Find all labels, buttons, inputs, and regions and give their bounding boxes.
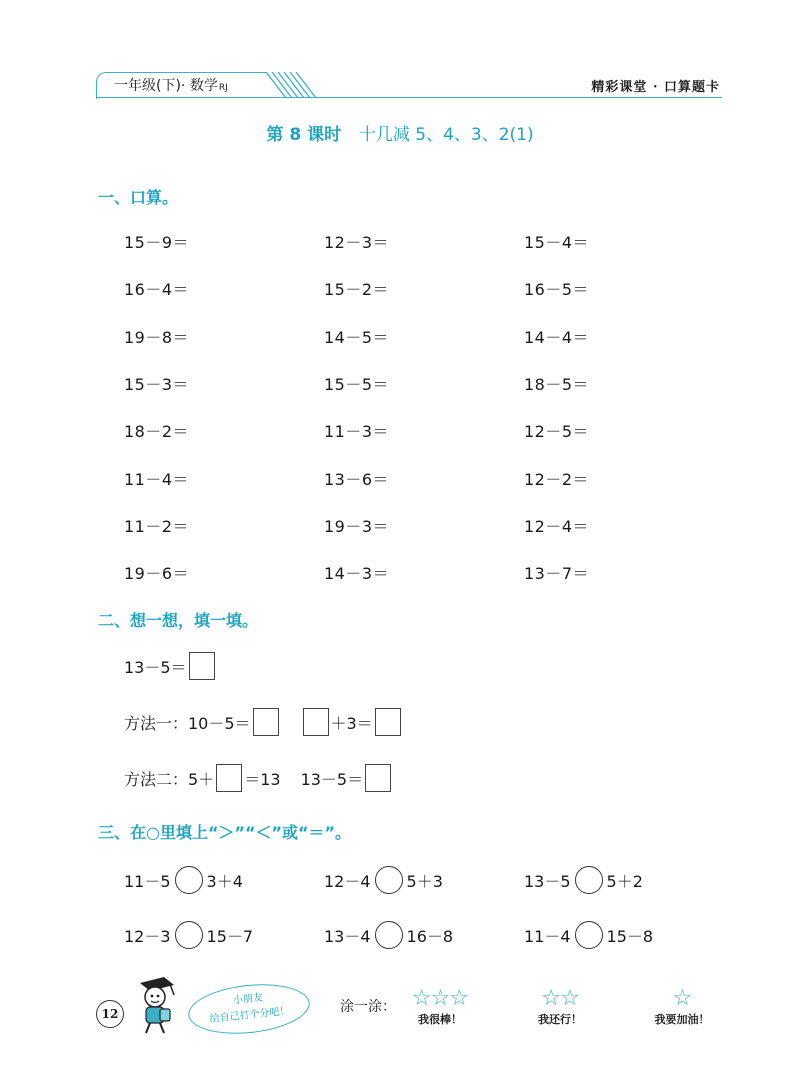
comparison-circle[interactable] — [175, 921, 203, 949]
section-2-problem — [124, 652, 217, 680]
lesson-topic: 十几减 5、4、3、2(1) — [358, 125, 534, 145]
method-2-row — [124, 764, 393, 792]
comparison-left: 11－4 — [524, 926, 571, 946]
answer-box[interactable] — [189, 652, 215, 680]
star-icon[interactable]: ☆☆ — [541, 986, 579, 1011]
method-1-row — [124, 708, 403, 736]
comparison-left: 12－3 — [124, 926, 171, 946]
oral-calc-equation: 14－3＝ — [324, 564, 390, 584]
oral-calc-equation: 12－3＝ — [324, 233, 390, 252]
page-number: 12 — [96, 1000, 124, 1028]
star-icon[interactable]: ☆☆☆ — [411, 986, 469, 1011]
answer-box[interactable] — [375, 708, 401, 736]
comparison-right: 15－8 — [606, 926, 654, 946]
oral-calc-equation: 15－2＝ — [324, 280, 390, 300]
header-hatch-decoration — [262, 72, 322, 98]
book-name: 一年级(下)· 数学 — [114, 78, 218, 94]
student-mascot-icon — [130, 975, 180, 1037]
oral-calc-equation: 13－6＝ — [324, 469, 390, 489]
edition-label: RJ — [218, 83, 228, 93]
comparison-left: 11－5 — [124, 871, 171, 891]
oral-calc-equation: 15－9＝ — [124, 233, 190, 252]
oral-calc-equation: 15－5＝ — [324, 374, 390, 394]
header-rule — [96, 97, 722, 98]
series-title: 精彩课堂 · 口算题卡 — [591, 80, 720, 95]
comparison-right: 3＋4 — [206, 871, 243, 891]
oral-calc-equation: 11－4＝ — [124, 469, 190, 489]
rating-caption: 我要加油！ — [654, 1013, 710, 1026]
star-icon[interactable]: ☆ — [672, 986, 692, 1011]
comparison-item — [524, 921, 653, 949]
oral-calc-equation: 19－3＝ — [324, 516, 390, 536]
answer-box[interactable] — [216, 764, 242, 792]
section-3-title: 三、在○里填上“＞”“＜”或“＝”。 — [98, 823, 352, 842]
comparison-right: 5＋3 — [406, 871, 443, 891]
comparison-circle[interactable] — [375, 921, 403, 949]
oral-calc-equation: 16－5＝ — [524, 280, 590, 300]
method-2-label: 方法二：5＋ — [124, 769, 215, 789]
rating-caption: 我很棒！ — [418, 1013, 462, 1026]
oral-calc-equation: 19－6＝ — [124, 564, 190, 584]
rating-caption: 我还行！ — [538, 1013, 582, 1026]
method-1-part2: ＋3＝ — [330, 713, 373, 733]
comparison-item — [124, 866, 243, 894]
comparison-right: 16－8 — [406, 926, 454, 946]
comparison-right: 5＋2 — [606, 871, 643, 891]
oral-calc-equation: 12－4＝ — [524, 516, 590, 536]
oral-calc-equation: 15－4＝ — [524, 233, 590, 252]
section-2-title: 二、想一想，填一填。 — [98, 611, 259, 630]
oral-calc-equation: 15－3＝ — [124, 374, 190, 394]
lesson-number: 第 8 课时 — [266, 125, 342, 145]
oral-calc-equation: 13－7＝ — [524, 564, 590, 584]
lesson-title — [0, 120, 800, 145]
problem-text: 13－5＝ — [124, 657, 187, 677]
comparison-circle[interactable] — [175, 866, 203, 894]
answer-box[interactable] — [365, 764, 391, 792]
comparison-circle[interactable] — [375, 866, 403, 894]
rating-ok[interactable] — [522, 986, 598, 1027]
oral-calc-equation: 16－4＝ — [124, 280, 190, 300]
comparison-circle[interactable] — [575, 866, 603, 894]
method-2-part2: ＝13 — [244, 769, 281, 789]
bubble-line-1: 小朋友 — [232, 992, 264, 1007]
comparison-item — [324, 921, 453, 949]
comparison-item — [124, 921, 253, 949]
oral-calc-equation: 11－3＝ — [324, 422, 390, 442]
section-1-title: 一、口算。 — [98, 188, 179, 207]
rating-keep-trying[interactable] — [640, 986, 724, 1027]
oral-calc-equation: 12－2＝ — [524, 469, 590, 489]
oral-calc-equation: 12－5＝ — [524, 422, 590, 442]
answer-box[interactable] — [253, 708, 279, 736]
comparison-left: 12－4 — [324, 871, 371, 891]
rating-very-good[interactable] — [402, 986, 478, 1027]
rate-label: 涂一涂： — [340, 999, 396, 1015]
oral-calc-equation: 11－2＝ — [124, 516, 190, 536]
comparison-left: 13－4 — [324, 926, 371, 946]
comparison-circle[interactable] — [575, 921, 603, 949]
answer-box[interactable] — [303, 708, 329, 736]
oral-calc-equation: 14－5＝ — [324, 327, 390, 347]
comparison-item — [324, 866, 443, 894]
oral-calc-equation: 14－4＝ — [524, 327, 590, 347]
oral-calc-equation: 18－2＝ — [124, 422, 190, 442]
comparison-right: 15－7 — [206, 926, 254, 946]
method-2-part3: 13－5＝ — [300, 769, 364, 789]
bubble-line-2: 给自己打个分吧！ — [209, 1005, 291, 1026]
oral-calc-equation: 18－5＝ — [524, 374, 590, 394]
comparison-left: 13－5 — [524, 871, 571, 891]
encouragement-bubble — [186, 979, 312, 1039]
method-1-label: 方法一：10－5＝ — [124, 713, 251, 733]
oral-calc-equation: 19－8＝ — [124, 327, 190, 347]
comparison-item — [524, 866, 643, 894]
